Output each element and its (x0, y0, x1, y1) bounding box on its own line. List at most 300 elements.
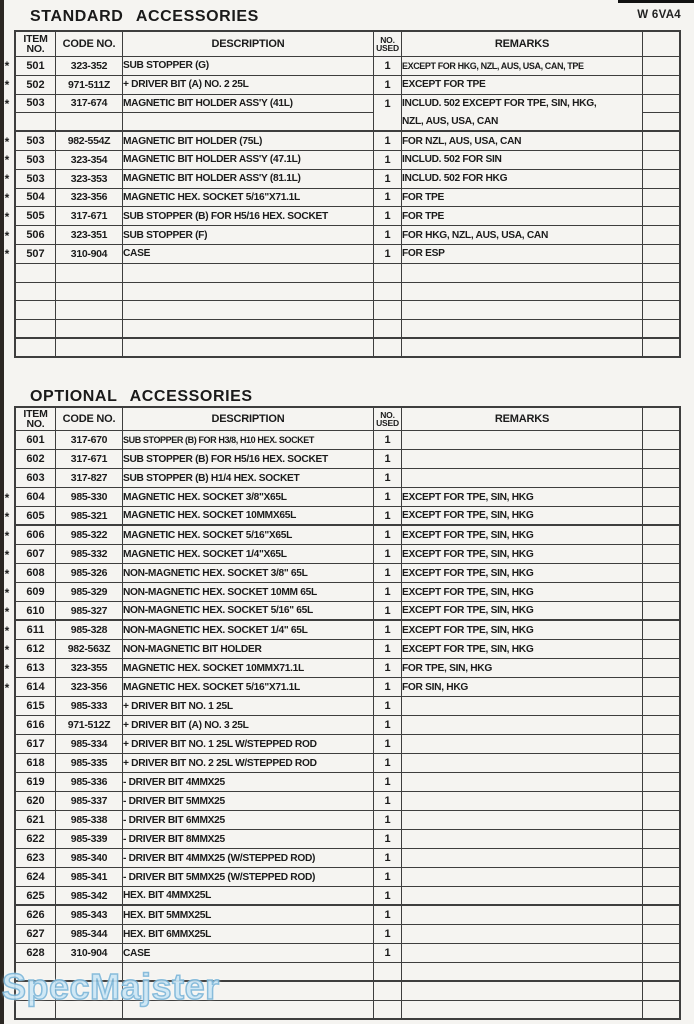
table-row (0, 339, 681, 358)
cell-last (643, 944, 681, 963)
cell-remark: EXCEPT FOR HKG, NZL, AUS, USA, CAN, TPE (402, 57, 643, 76)
table-row (0, 640, 681, 659)
cell-item: 617 (14, 735, 56, 754)
star-marker: * (4, 209, 10, 224)
cell-code: 317-670 (56, 431, 123, 450)
cell-item: 611 (14, 621, 56, 640)
cell-item: 604 (14, 488, 56, 507)
cell-remark: FOR NZL, AUS, USA, CAN (402, 132, 643, 151)
cell-remark (402, 868, 643, 887)
cell-desc: - DRIVER BIT 6MMX25 (123, 811, 374, 830)
optional-accessories-title: OPTIONAL ACCESSORIES (30, 388, 253, 405)
cell-last (643, 887, 681, 906)
cell-last (643, 526, 681, 545)
cell-code: 310-904 (56, 245, 123, 264)
cell-desc: MAGNETIC HEX. SOCKET 5/16"X65L (123, 526, 374, 545)
cell-code: 985-338 (56, 811, 123, 830)
cell-last (643, 170, 681, 189)
cell-last (643, 95, 681, 114)
cell-used: 1 (374, 226, 402, 245)
cell-remark (402, 849, 643, 868)
cell-used: 1 (374, 469, 402, 488)
cell-desc: HEX. BIT 5MMX25L (123, 906, 374, 925)
cell-remark: INCLUD. 502 FOR SIN (402, 151, 643, 170)
table-row (0, 207, 681, 226)
cell-code: 310-904 (56, 944, 123, 963)
star-marker (0, 735, 14, 754)
cell-code: 985-343 (56, 906, 123, 925)
cell-remark: EXCEPT FOR TPE, SIN, HKG (402, 602, 643, 621)
cell-used: 1 (374, 906, 402, 925)
star-marker (0, 320, 14, 339)
standard-table-body (0, 57, 681, 358)
table-row (0, 283, 681, 302)
cell-used: 1 (374, 868, 402, 887)
cell-item: 612 (14, 640, 56, 659)
cell-item: 620 (14, 792, 56, 811)
cell-item: 601 (14, 431, 56, 450)
star-marker: * (4, 59, 10, 74)
star-marker: * (4, 547, 10, 562)
cell-remark (402, 925, 643, 944)
cell-code: 985-322 (56, 526, 123, 545)
cell-item: 614 (14, 678, 56, 697)
cell-used: 1 (374, 76, 402, 95)
table-row (0, 849, 681, 868)
cell-last (643, 226, 681, 245)
col-header-used-line2: USED (376, 43, 399, 53)
cell-item: 623 (14, 849, 56, 868)
cell-desc: NON-MAGNETIC HEX. SOCKET 5/16" 65L (123, 602, 374, 621)
cell-desc: - DRIVER BIT 4MMX25 (W/STEPPED ROD) (123, 849, 374, 868)
cell-item: 628 (14, 944, 56, 963)
cell-item: 505 (14, 207, 56, 226)
col-header-used-line1: NO. (380, 34, 395, 45)
cell-used: 1 (374, 507, 402, 526)
cell-remark (402, 735, 643, 754)
cell-item: 507 (14, 245, 56, 264)
cell-last (643, 488, 681, 507)
cell-code: 985-336 (56, 773, 123, 792)
cell-desc: CASE (123, 245, 374, 264)
col-header-no-used (374, 30, 402, 57)
table-row (0, 526, 681, 545)
cell-used: 1 (374, 602, 402, 621)
star-marker (0, 868, 14, 887)
cell-item: 607 (14, 545, 56, 564)
cell-code (56, 339, 123, 358)
table-row (0, 132, 681, 151)
cell-remark: EXCEPT FOR TPE, SIN, HKG (402, 564, 643, 583)
cell-desc: NON-MAGNETIC BIT HOLDER (123, 640, 374, 659)
cell-remark (402, 283, 643, 302)
cell-remark (402, 264, 643, 283)
cell-desc: SUB STOPPER (B) FOR H5/16 HEX. SOCKET (123, 207, 374, 226)
cell-remark: EXCEPT FOR TPE, SIN, HKG (402, 640, 643, 659)
cell-remark: FOR TPE (402, 189, 643, 208)
star-marker (0, 450, 14, 469)
star-marker: * (4, 528, 10, 543)
margin-column-header (0, 406, 14, 431)
star-marker (0, 339, 14, 358)
star-marker: * (4, 96, 10, 111)
cell-last (643, 811, 681, 830)
table-row (0, 226, 681, 245)
cell-used (374, 301, 402, 320)
cell-desc: MAGNETIC HEX. SOCKET 5/16"X71.1L (123, 189, 374, 208)
cell-item (14, 113, 56, 132)
cell-code: 985-329 (56, 583, 123, 602)
cell-code (56, 113, 123, 132)
cell-desc (123, 264, 374, 283)
table-row (0, 450, 681, 469)
cell-remark (402, 469, 643, 488)
cell-desc: - DRIVER BIT 5MMX25 (123, 792, 374, 811)
cell-remark (402, 773, 643, 792)
cell-used: 1 (374, 849, 402, 868)
col-header-description: DESCRIPTION (123, 30, 374, 57)
cell-last (643, 583, 681, 602)
table-row (0, 925, 681, 944)
cell-remark (402, 450, 643, 469)
table-row (0, 906, 681, 925)
star-marker (0, 697, 14, 716)
star-marker: * (4, 78, 10, 93)
table-row (0, 507, 681, 526)
cell-last (643, 640, 681, 659)
cell-code: 985-337 (56, 792, 123, 811)
cell-used: 1 (374, 207, 402, 226)
cell-remark (402, 754, 643, 773)
cell-item: 602 (14, 450, 56, 469)
cell-used: 1 (374, 189, 402, 208)
cell-used: 1 (374, 735, 402, 754)
cell-used: 1 (374, 887, 402, 906)
col-header-no-used (374, 406, 402, 431)
cell-last (643, 207, 681, 226)
star-marker: * (4, 604, 10, 619)
star-marker (0, 301, 14, 320)
cell-code: 985-326 (56, 564, 123, 583)
col-header-item-no (14, 30, 56, 57)
cell-desc (123, 320, 374, 339)
cell-last (643, 469, 681, 488)
cell-used (374, 982, 402, 1001)
cell-used (374, 339, 402, 358)
cell-item: 504 (14, 189, 56, 208)
table-row (0, 754, 681, 773)
cell-item: 501 (14, 57, 56, 76)
cell-desc (123, 339, 374, 358)
cell-item: 613 (14, 659, 56, 678)
cell-used (374, 113, 402, 132)
cell-last (643, 545, 681, 564)
cell-desc: SUB STOPPER (G) (123, 57, 374, 76)
table-row (0, 602, 681, 621)
star-marker (0, 716, 14, 735)
cell-remark (402, 431, 643, 450)
cell-remark: FOR TPE, SIN, HKG (402, 659, 643, 678)
watermark: SpecMajster (2, 966, 220, 1007)
cell-remark: INCLUD. 502 EXCEPT FOR TPE, SIN, HKG, (402, 95, 643, 114)
cell-last (643, 151, 681, 170)
star-marker (0, 469, 14, 488)
star-marker: * (4, 190, 10, 205)
cell-code: 317-671 (56, 450, 123, 469)
cell-desc: HEX. BIT 4MMX25L (123, 887, 374, 906)
cell-item: 606 (14, 526, 56, 545)
cell-last (643, 697, 681, 716)
cell-code: 323-353 (56, 170, 123, 189)
cell-used: 1 (374, 245, 402, 264)
cell-remark: EXCEPT FOR TPE, SIN, HKG (402, 545, 643, 564)
cell-item: 503 (14, 95, 56, 114)
cell-code: 985-330 (56, 488, 123, 507)
cell-desc: + DRIVER BIT NO. 1 25L (123, 697, 374, 716)
star-marker (0, 264, 14, 283)
cell-used: 1 (374, 944, 402, 963)
cell-remark (402, 792, 643, 811)
col-header-blank (643, 30, 681, 57)
cell-desc: HEX. BIT 6MMX25L (123, 925, 374, 944)
table-row (0, 887, 681, 906)
cell-last (643, 830, 681, 849)
cell-last (643, 450, 681, 469)
cell-last (643, 507, 681, 526)
star-marker (0, 754, 14, 773)
table-row (0, 621, 681, 640)
cell-used: 1 (374, 132, 402, 151)
cell-desc (123, 113, 374, 132)
cell-item: 605 (14, 507, 56, 526)
table-row (0, 469, 681, 488)
scan-edge-top-right (618, 0, 694, 3)
col-header-description: DESCRIPTION (123, 406, 374, 431)
cell-desc: - DRIVER BIT 8MMX25 (123, 830, 374, 849)
star-marker (0, 906, 14, 925)
cell-remark: FOR TPE (402, 207, 643, 226)
cell-desc: SUB STOPPER (B) FOR H3/8, H10 HEX. SOCKET (123, 431, 374, 450)
table-row (0, 113, 681, 132)
star-marker (0, 113, 14, 132)
cell-code: 985-334 (56, 735, 123, 754)
table-row (0, 301, 681, 320)
cell-desc: SUB STOPPER (B) H1/4 HEX. SOCKET (123, 469, 374, 488)
cell-last (643, 621, 681, 640)
star-marker: * (4, 172, 10, 187)
star-marker: * (4, 642, 10, 657)
cell-item: 624 (14, 868, 56, 887)
cell-desc: NON-MAGNETIC HEX. SOCKET 3/8" 65L (123, 564, 374, 583)
star-marker (0, 887, 14, 906)
table-row (0, 488, 681, 507)
col-header-item-no (14, 406, 56, 431)
cell-desc: MAGNETIC HEX. SOCKET 3/8"X65L (123, 488, 374, 507)
table-header-row (0, 30, 681, 57)
star-marker (0, 830, 14, 849)
cell-item: 603 (14, 469, 56, 488)
cell-used: 1 (374, 431, 402, 450)
cell-used: 1 (374, 170, 402, 189)
col-header-code-no: CODE NO. (56, 30, 123, 57)
table-row (0, 57, 681, 76)
cell-last (643, 925, 681, 944)
cell-used: 1 (374, 811, 402, 830)
cell-last (643, 659, 681, 678)
standard-accessories-title: STANDARD ACCESSORIES (30, 8, 259, 25)
table-row (0, 944, 681, 963)
cell-item: 627 (14, 925, 56, 944)
star-marker: * (4, 134, 10, 149)
cell-used (374, 1001, 402, 1020)
cell-used: 1 (374, 57, 402, 76)
cell-desc (123, 301, 374, 320)
cell-remark (402, 1001, 643, 1020)
star-marker: * (4, 228, 10, 243)
cell-item: 609 (14, 583, 56, 602)
cell-code: 971-512Z (56, 716, 123, 735)
cell-remark: NZL, AUS, USA, CAN (402, 113, 643, 132)
cell-code (56, 320, 123, 339)
table-row (0, 545, 681, 564)
cell-used: 1 (374, 773, 402, 792)
table-row (0, 792, 681, 811)
optional-accessories-table (0, 406, 681, 1020)
cell-last (643, 792, 681, 811)
cell-item: 608 (14, 564, 56, 583)
cell-used: 1 (374, 545, 402, 564)
cell-code: 985-344 (56, 925, 123, 944)
cell-item (14, 283, 56, 302)
cell-last (643, 264, 681, 283)
cell-remark: EXCEPT FOR TPE (402, 76, 643, 95)
cell-last (643, 189, 681, 208)
cell-remark (402, 963, 643, 982)
table-row (0, 583, 681, 602)
cell-code: 317-671 (56, 207, 123, 226)
standard-accessories-table (0, 30, 681, 358)
cell-last (643, 301, 681, 320)
cell-code: 985-339 (56, 830, 123, 849)
cell-desc: SUB STOPPER (B) FOR H5/16 HEX. SOCKET (123, 450, 374, 469)
table-row (0, 735, 681, 754)
cell-item: 625 (14, 887, 56, 906)
cell-last (643, 431, 681, 450)
cell-last (643, 132, 681, 151)
cell-used: 1 (374, 830, 402, 849)
cell-last (643, 754, 681, 773)
cell-code: 982-563Z (56, 640, 123, 659)
cell-last (643, 963, 681, 982)
star-marker: * (4, 623, 10, 638)
cell-used (374, 264, 402, 283)
cell-used: 1 (374, 716, 402, 735)
cell-item (14, 339, 56, 358)
col-header-item-line2: NO. (26, 43, 45, 55)
cell-item: 615 (14, 697, 56, 716)
cell-used: 1 (374, 583, 402, 602)
cell-used (374, 963, 402, 982)
cell-remark (402, 982, 643, 1001)
star-marker (0, 944, 14, 963)
cell-used: 1 (374, 95, 402, 114)
star-marker: * (4, 247, 10, 262)
cell-last (643, 906, 681, 925)
cell-used: 1 (374, 678, 402, 697)
table-row (0, 773, 681, 792)
cell-desc: MAGNETIC BIT HOLDER ASS'Y (41L) (123, 95, 374, 114)
table-row (0, 564, 681, 583)
star-marker (0, 773, 14, 792)
star-marker (0, 811, 14, 830)
cell-remark (402, 906, 643, 925)
cell-last (643, 339, 681, 358)
cell-used: 1 (374, 659, 402, 678)
table-row (0, 697, 681, 716)
cell-item: 610 (14, 602, 56, 621)
cell-last (643, 849, 681, 868)
table-row (0, 320, 681, 339)
cell-used: 1 (374, 925, 402, 944)
cell-used: 1 (374, 792, 402, 811)
cell-item (14, 320, 56, 339)
star-marker: * (4, 680, 10, 695)
cell-desc: - DRIVER BIT 4MMX25 (123, 773, 374, 792)
optional-table-body (0, 431, 681, 1020)
star-marker (0, 283, 14, 302)
cell-remark: EXCEPT FOR TPE, SIN, HKG (402, 488, 643, 507)
model-code: W 6VA4 (637, 9, 681, 21)
cell-item: 619 (14, 773, 56, 792)
cell-code (56, 301, 123, 320)
cell-code: 317-674 (56, 95, 123, 114)
table-row (0, 868, 681, 887)
cell-item: 621 (14, 811, 56, 830)
star-marker (0, 849, 14, 868)
cell-remark: INCLUD. 502 FOR HKG (402, 170, 643, 189)
col-header-code-no: CODE NO. (56, 406, 123, 431)
col-header-used-line1: NO. (380, 409, 395, 420)
star-marker: * (4, 661, 10, 676)
cell-item: 616 (14, 716, 56, 735)
cell-last (643, 716, 681, 735)
cell-item (14, 301, 56, 320)
cell-desc: NON-MAGNETIC HEX. SOCKET 10MM 65L (123, 583, 374, 602)
col-header-item-line2: NO. (26, 418, 45, 430)
cell-code: 323-352 (56, 57, 123, 76)
cell-desc: NON-MAGNETIC HEX. SOCKET 1/4" 65L (123, 621, 374, 640)
star-marker: * (4, 490, 10, 505)
cell-remark (402, 339, 643, 358)
cell-code: 985-327 (56, 602, 123, 621)
cell-code: 985-341 (56, 868, 123, 887)
star-marker: * (4, 566, 10, 581)
star-marker: * (4, 585, 10, 600)
cell-code: 985-340 (56, 849, 123, 868)
cell-used: 1 (374, 564, 402, 583)
cell-remark (402, 716, 643, 735)
cell-desc: + DRIVER BIT NO. 1 25L W/STEPPED ROD (123, 735, 374, 754)
cell-used (374, 320, 402, 339)
table-row (0, 716, 681, 735)
cell-used: 1 (374, 697, 402, 716)
star-marker: * (4, 509, 10, 524)
cell-remark (402, 887, 643, 906)
cell-last (643, 602, 681, 621)
cell-desc: - DRIVER BIT 5MMX25 (W/STEPPED ROD) (123, 868, 374, 887)
cell-used: 1 (374, 640, 402, 659)
cell-desc: MAGNETIC BIT HOLDER (75L) (123, 132, 374, 151)
